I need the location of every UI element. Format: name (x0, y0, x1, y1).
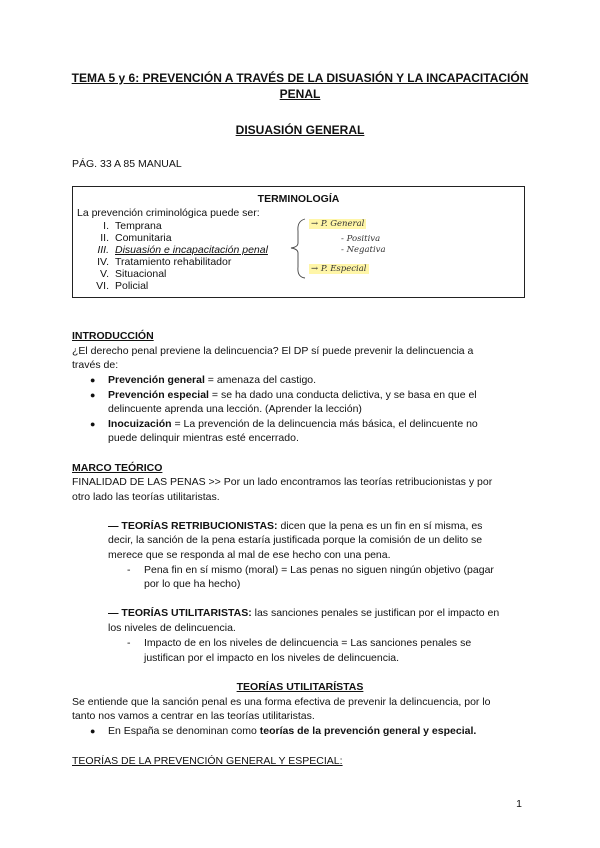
utilitarian-text: los niveles de delincuencia. (108, 622, 236, 634)
teorias-text: tanto nos vamos a centrar en las teorías utilitaristas. (72, 710, 315, 722)
bullet-icon: ● (90, 390, 96, 400)
page-number: 1 (516, 798, 522, 810)
bullet-icon: ● (90, 726, 96, 736)
bullet-prevencion-especial: Prevención especial = se ha dado una conducta delictiva, y se basa en que el (108, 389, 477, 401)
term-item: Comunitaria (115, 232, 172, 244)
retributionist-text: decir, la sanción de la pena estaría justificada porque la comisión de un delito se (108, 534, 483, 546)
document-title: TEMA 5 y 6: PREVENCIÓN A TRAVÉS DE LA DISUASIÓN Y LA INCAPACITACIÓN PENAL (71, 71, 529, 101)
bullet-inocuizacion: Inocuización = La prevención de la delincuencia más básica, el delincuente no (108, 418, 478, 430)
teorias-text: Se entiende que la sanción penal es una forma efectiva de prevenir la delincuencia, por lo (72, 696, 491, 708)
note-negative: - Negativa (341, 245, 386, 255)
term-item: Temprana (115, 220, 162, 232)
bullet-icon: ● (90, 375, 96, 385)
utilitarian-subitem: justifican por el impacto en los niveles de delincuencia. (144, 652, 400, 664)
bullet-icon: ● (90, 419, 96, 429)
last-heading: TEORÍAS DE LA PREVENCIÓN GENERAL Y ESPECIAL: (72, 755, 343, 767)
utilitarian-paragraph: — TEORÍAS UTILITARISTAS: las sanciones penales se justifican por el impacto en (108, 607, 500, 619)
term-num: II. (100, 232, 109, 244)
retributionist-paragraph: — TEORÍAS RETRIBUCIONISTAS: dicen que la pena es un fin en sí misma, es (108, 520, 483, 532)
marco-heading: MARCO TEÓRICO (72, 462, 163, 474)
term-item: Policial (115, 280, 149, 292)
bullet-prevencion-general: Prevención general = amenaza del castigo. (108, 374, 317, 386)
term-num: III. (97, 244, 109, 256)
note-positive: - Positiva (341, 234, 381, 244)
term-num: I. (103, 220, 109, 232)
dash-icon: - (127, 564, 131, 576)
term-num: VI. (96, 280, 109, 292)
term-num: IV. (97, 256, 109, 268)
utilitarian-subitem: Impacto de en los niveles de delincuencia = Las sanciones penales se (144, 637, 472, 649)
intro-heading: INTRODUCCIÓN (72, 330, 154, 342)
term-item: Tratamiento rehabilitador (115, 256, 232, 268)
section-title: DISUASIÓN GENERAL (235, 123, 365, 137)
term-num: V. (100, 268, 109, 280)
note-p-especial: → P. Especial (311, 264, 367, 274)
dash-icon: - (127, 637, 131, 649)
term-item-highlighted: Disuasión e incapacitación penal (115, 244, 268, 256)
retributionist-subitem: por lo que ha hecho) (144, 578, 241, 590)
page-reference: PÁG. 33 A 85 MANUAL (72, 158, 182, 170)
bullet-continuation: puede delinquir mientras esté encerrado. (108, 432, 299, 444)
marco-text: FINALIDAD DE LAS PENAS >> Por un lado encontramos las teorías retribucionistas y por (72, 476, 493, 488)
terminology-title: TERMINOLOGÍA (257, 193, 340, 205)
intro-text: través de: (72, 359, 119, 371)
terminology-box (72, 186, 525, 298)
retributionist-text: merece que se responda al mal de ese hecho con una pena. (108, 549, 391, 561)
intro-text: ¿El derecho penal previene la delincuencia? El DP sí puede prevenir la delincuencia a (72, 345, 474, 357)
retributionist-subitem: Pena fin en sí mismo (moral) = Las penas no siguen ningún objetivo (pagar (144, 564, 494, 576)
teorias-heading: TEORÍAS UTILITARÍSTAS (236, 681, 364, 693)
marco-text: otro lado las teorías utilitaristas. (72, 491, 220, 503)
terminology-intro: La prevención criminológica puede ser: (77, 207, 260, 219)
teorias-bullet: En España se denominan como teorías de la prevención general y especial. (108, 725, 477, 737)
term-item: Situacional (115, 268, 167, 280)
bullet-continuation: delincuente aprenda una lección. (Aprender la lección) (108, 403, 362, 415)
note-p-general: → P. General (311, 219, 365, 229)
